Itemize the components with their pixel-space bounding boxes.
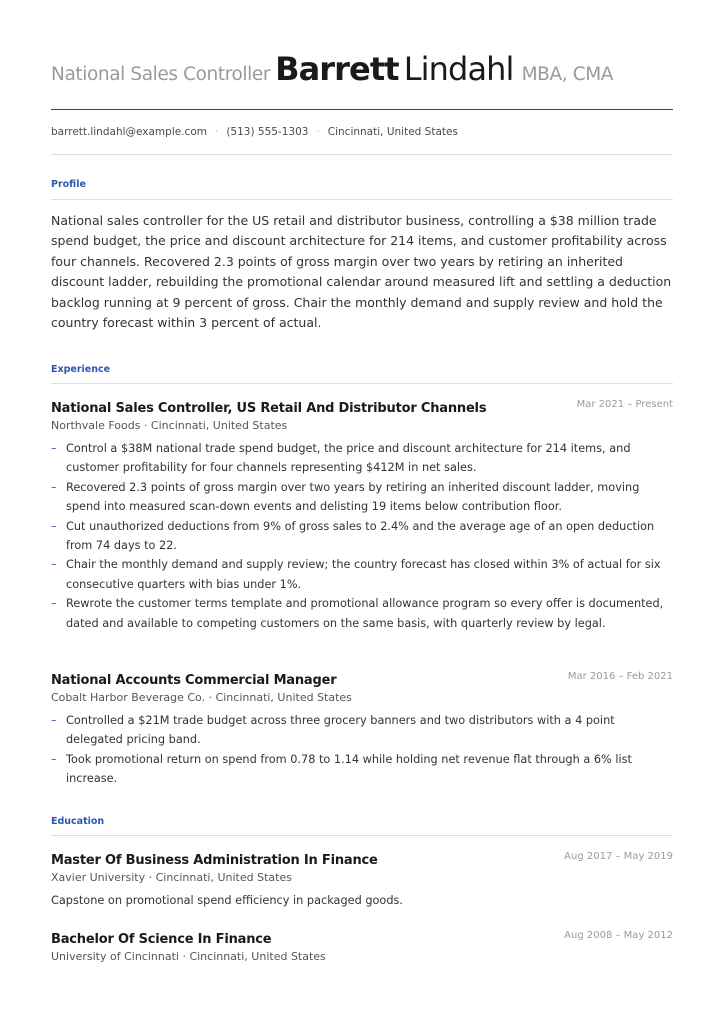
profile-summary: National sales controller for the US retail and distributor business, controlling a $38 million trade spend budget, the price and discount architecture for 214 items, and customer profitability across four channels. Recovered 2.3 points of gross margin over two years by retiring an inherited discount ladder, rebuilding the promotional calendar around measured lift and settling a deduction backlog running at 9 percent of gross. Chair the monthly demand and supply review and hold the country forecast within 3 percent of actual. — [51, 213, 672, 331]
entry-dates: Aug 2017 – May 2019 — [564, 851, 673, 862]
entry-description: Capstone on promotional spend efficiency in packaged goods. — [51, 894, 403, 907]
section-title-experience: Experience — [51, 364, 111, 375]
section-divider-experience — [51, 383, 673, 384]
contact-phone[interactable]: (513) 555-1303 — [226, 126, 309, 138]
dash-icon: – — [51, 752, 57, 766]
education-entry — [51, 849, 673, 910]
job-title: National Sales Controller — [51, 64, 271, 85]
contact-divider — [51, 154, 673, 155]
bullet-item: – Recovered 2.3 points of gross margin over two years by retiring an inherited discount ladder, moving spend into measured scan-down events and delisting 19 items below contribution floor. — [51, 478, 673, 517]
separator-dot: · — [316, 126, 320, 138]
entry-title: Master Of Business Administration In Finance — [51, 853, 378, 868]
section-title-education: Education — [51, 816, 105, 827]
experience-entry — [51, 397, 673, 633]
dash-icon: – — [51, 597, 57, 611]
contact-location: Cincinnati, United States — [327, 126, 458, 138]
experience-entry — [51, 669, 673, 789]
bullet-item: – Controlled a $21M trade budget across three grocery banners and two distributors with a 4 point delegated pricing band. — [51, 711, 673, 750]
entry-organization: Northvale Foods · Cincinnati, United States — [51, 419, 288, 432]
section-divider-education — [51, 835, 673, 836]
bullet-item: – Cut unauthorized deductions from 9% of gross sales to 2.4% and the average age of an open deduction from 74 days to 22. — [51, 517, 673, 556]
section-title-profile: Profile — [51, 179, 86, 190]
separator-dot: · — [214, 126, 219, 138]
section-divider-profile — [51, 199, 673, 200]
first-name: Barrett — [275, 50, 399, 88]
contact-bar — [51, 126, 673, 138]
bullet-item: – Control a $38M national trade spend budget, the price and discount architecture for 214 items, and customer profitability for four channels representing $412M in net sales. — [51, 439, 673, 478]
entry-organization: Cobalt Harbor Beverage Co. · Cincinnati, United States — [51, 691, 352, 704]
entry-dates: Mar 2016 – Feb 2021 — [567, 671, 673, 682]
dash-icon: – — [51, 480, 57, 494]
last-name: Lindahl — [403, 50, 514, 88]
entry-organization: University of Cincinnati · Cincinnati, United States — [51, 950, 326, 963]
entry-title: National Sales Controller, US Retail And Distributor Channels — [51, 401, 487, 416]
dash-icon: – — [51, 442, 57, 455]
entry-bullets — [51, 711, 673, 789]
bullet-item: – Chair the monthly demand and supply review; the country forecast has closed within 3% of actual for six consecutive quarters with bias under 1%. — [51, 555, 673, 594]
header-divider — [51, 109, 673, 110]
entry-title: National Accounts Commercial Manager — [51, 673, 337, 688]
dash-icon: – — [51, 714, 57, 727]
bullet-item: – Took promotional return on spend from 0.78 to 1.14 while holding net revenue flat through a 6% list increase. — [51, 750, 673, 789]
education-entry — [51, 928, 673, 966]
bullet-item: – Rewrote the customer terms template and promotional allowance program so every offer is documented, dated and available to competing customers on the same basis, with quarterly review by legal. — [51, 594, 673, 633]
resume-header — [51, 50, 673, 96]
contact-email[interactable]: barrett.lindahl@example.com — [51, 126, 207, 138]
entry-title: Bachelor Of Science In Finance — [51, 932, 272, 947]
entry-dates: Aug 2008 – May 2012 — [564, 930, 673, 941]
entry-dates: Mar 2021 – Present — [576, 399, 673, 410]
entry-organization: Xavier University · Cincinnati, United States — [51, 871, 292, 884]
dash-icon: – — [51, 519, 57, 533]
credentials: MBA, CMA — [521, 64, 614, 85]
entry-bullets — [51, 439, 673, 633]
dash-icon: – — [51, 558, 57, 572]
